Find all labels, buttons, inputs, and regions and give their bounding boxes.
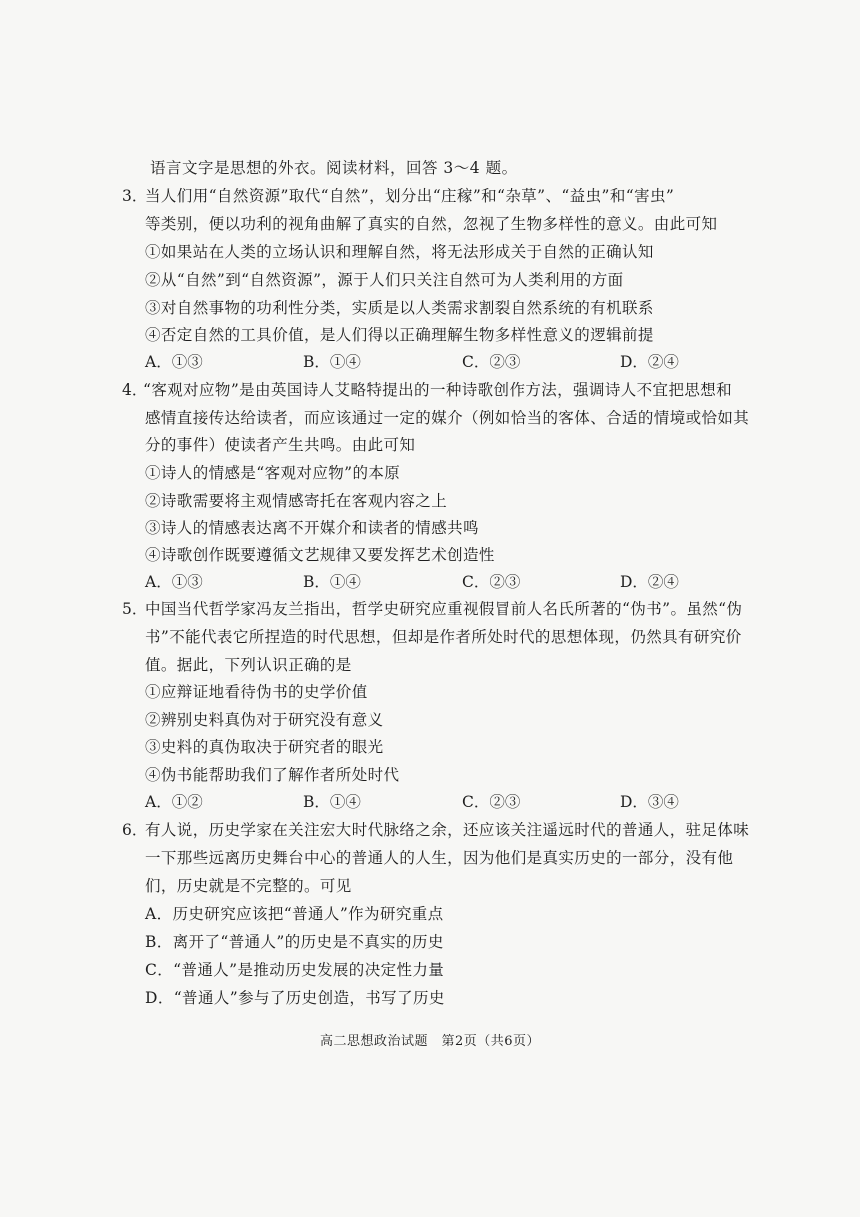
option-a: A．①③ (145, 353, 203, 371)
option-a: A．历史研究应该把“普通人”作为研究重点 (145, 905, 444, 923)
stem-line: 当人们用“自然资源”取代“自然”，划分出“庄稼”和“杂草”、“益虫”和“害虫” (145, 187, 675, 205)
stem-line: “客观对应物”是由英国诗人艾略特提出的一种诗歌创作方法，强调诗人不宜把思想和 (143, 381, 733, 399)
question-number: 6． (122, 821, 148, 839)
option-b: B．①④ (303, 353, 361, 371)
statement-2: ②从“自然”到“自然资源”，源于人们只关注自然可为人类利用的方面 (145, 271, 624, 289)
statement-1: ①应辩证地看待伪书的史学价值 (145, 683, 368, 701)
option-a: A．①③ (145, 573, 203, 591)
option-d: D．②④ (620, 353, 679, 371)
option-c: C．②③ (462, 353, 521, 371)
stem-line: 一下那些远离历史舞台中心的普通人的人生，因为他们是真实历史的一部分，没有他 (145, 849, 734, 867)
stem-line: 等类别，便以功利的视角曲解了真实的自然，忽视了生物多样性的意义。由此可知 (145, 215, 718, 233)
stem-line: 感情直接传达给读者，而应该通过一定的媒介（例如恰当的客体、合适的情境或恰如其 (145, 409, 750, 427)
statement-3: ③诗人的情感表达离不开媒介和读者的情感共鸣 (145, 519, 479, 537)
statement-1: ①如果站在人类的立场认识和理解自然，将无法形成关于自然的正确认知 (145, 243, 654, 261)
page-footer: 高二思想政治试题 第2页（共6页） (319, 1034, 541, 1049)
statement-4: ④否定自然的工具价值，是人们得以正确理解生物多样性意义的逻辑前提 (145, 326, 654, 344)
statement-2: ②诗歌需要将主观情感寄托在客观内容之上 (145, 492, 448, 510)
statement-3: ③对自然事物的功利性分类，实质是以人类需求割裂自然系统的有机联系 (145, 299, 654, 317)
option-d: D．②④ (620, 573, 679, 591)
question-number: 3． (122, 187, 148, 205)
option-a: A．①② (145, 793, 203, 811)
option-b: B．①④ (303, 793, 361, 811)
option-c: C．“普通人”是推动历史发展的决定性力量 (145, 961, 445, 979)
stem-line: 值。据此，下列认识正确的是 (145, 656, 352, 674)
option-d: D．“普通人”参与了历史创造，书写了历史 (145, 989, 445, 1007)
stem-line: 书”不能代表它所捏造的时代思想，但却是作者所处时代的思想体现，仍然具有研究价 (145, 628, 742, 646)
stem-line: 中国当代哲学家冯友兰指出，哲学史研究应重视假冒前人名氏所著的“伪书”。虽然“伪 (145, 600, 743, 618)
statement-2: ②辨别史料真伪对于研究没有意义 (145, 711, 384, 729)
option-d: D．③④ (620, 793, 679, 811)
passage-intro: 语言文字是思想的外衣。阅读材料，回答 3～4 题。 (150, 159, 518, 177)
stem-line: 们，历史就是不完整的。可见 (145, 877, 352, 895)
option-c: C．②③ (462, 573, 521, 591)
statement-4: ④诗歌创作既要遵循文艺规律又要发挥艺术创造性 (145, 546, 495, 564)
question-number: 4． (122, 381, 148, 399)
stem-line: 有人说，历史学家在关注宏大时代脉络之余，还应该关注遥远时代的普通人，驻足体味 (145, 821, 750, 839)
stem-line: 分的事件）使读者产生共鸣。由此可知 (145, 436, 416, 454)
option-b: B．离开了“普通人”的历史是不真实的历史 (145, 933, 444, 951)
statement-4: ④伪书能帮助我们了解作者所处时代 (145, 766, 400, 784)
statement-1: ①诗人的情感是“客观对应物”的本原 (145, 464, 401, 482)
question-number: 5． (122, 600, 148, 618)
option-b: B．①④ (303, 573, 361, 591)
statement-3: ③史料的真伪取决于研究者的眼光 (145, 738, 384, 756)
option-c: C．②③ (462, 793, 521, 811)
